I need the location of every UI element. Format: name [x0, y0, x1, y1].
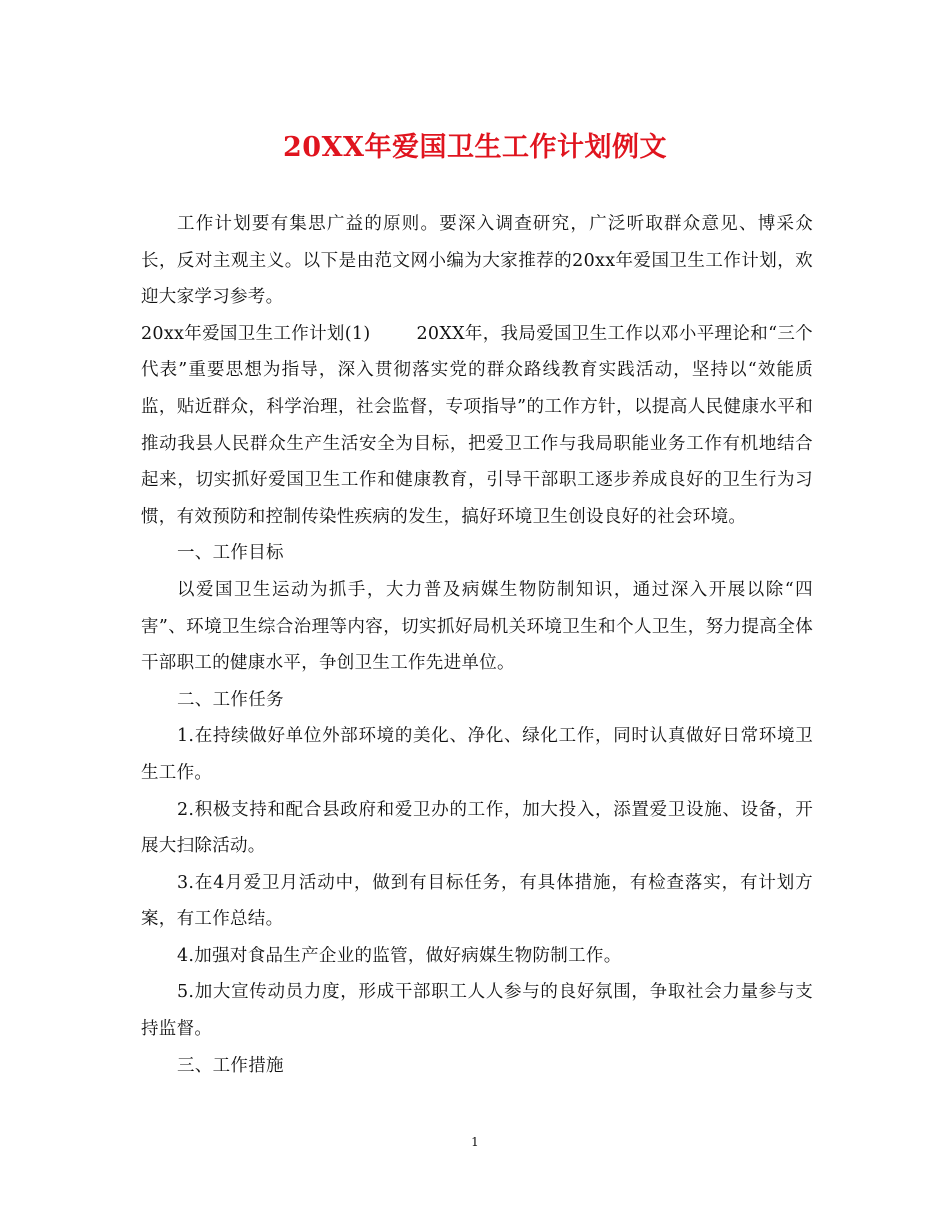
task-item: 3.在4月爱卫月活动中，做到有目标任务，有具体措施，有检查落实，有计划方案，有工作总结。: [141, 872, 813, 930]
intro-paragraph: 工作计划要有集思广益的原则。要深入调查研究，广泛听取群众意见、博采众长，反对主观主义。以下是由范文网小编为大家推荐的20xx年爱国卫生工作计划，欢迎大家学习参考。: [141, 214, 813, 308]
plan-paragraph: [141, 316, 813, 536]
task-item: 5.加大宣传动员力度，形成干部职工人人参与的良好氛围，争取社会力量参与支持监督。: [141, 982, 813, 1040]
plan-body: 20XX年，我局爱国卫生工作以邓小平理论和“三个代表”重要思想为指导，深入贯彻落实党的群众路线教育实践活动，坚持以“效能质监，贴近群众，科学治理，社会监督，专项指导”的工作方针，以提高人民健康水平和推动我县人民群众生产生活安全为目标，把爱卫工作与我局职能业务工作有机地结合起来，切实抓好爱国卫生工作和健康教育，引导干部职工逐步养成良好的卫生行为习惯，有效预防和控制传染性疾病的发生，搞好环境卫生创设良好的社会环境。: [141, 323, 813, 527]
section-heading-measures: 三、工作措施: [177, 1055, 284, 1076]
page-number: 1: [471, 1135, 479, 1149]
goals-paragraph: 以爱国卫生运动为抓手，大力普及病媒生物防制知识，通过深入开展以除“四害”、环境卫生综合治理等内容，切实抓好局机关环境卫生和个人卫生，努力提高全体干部职工的健康水平，争创卫生工作先进单位。: [141, 579, 813, 674]
task-item: 4.加强对食品生产企业的监管，做好病媒生物防制工作。: [177, 945, 622, 966]
document-title: 20XX年爱国卫生工作计划例文: [283, 132, 667, 163]
task-item: 2.积极支持和配合县政府和爱卫办的工作，加大投入，添置爱卫设施、设备，开展大扫除活动。: [141, 799, 813, 857]
section-heading-tasks: 二、工作任务: [177, 689, 284, 710]
section-heading-goals: 一、工作目标: [177, 543, 284, 564]
task-item: 1.在持续做好单位外部环境的美化、净化、绿化工作，同时认真做好日常环境卫生工作。: [141, 726, 813, 783]
plan-label: 20xx年爱国卫生工作计划(1): [141, 323, 371, 344]
document-body: [141, 206, 813, 1084]
